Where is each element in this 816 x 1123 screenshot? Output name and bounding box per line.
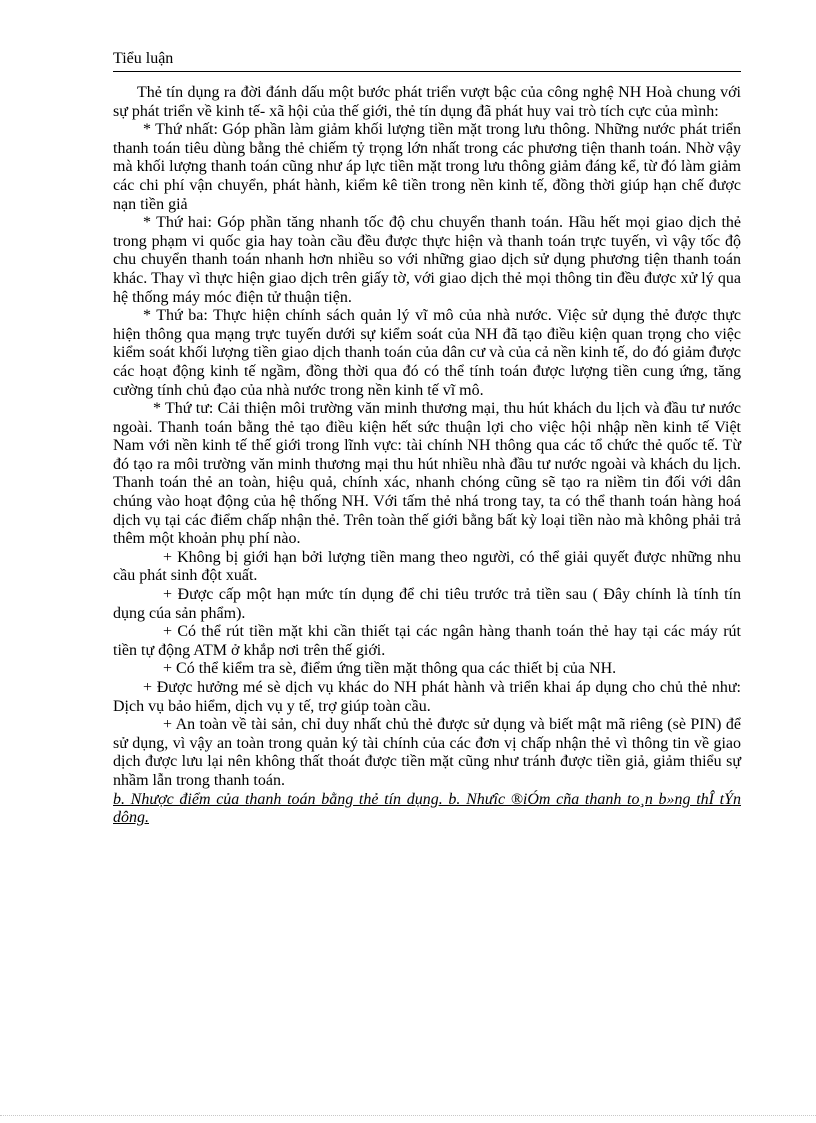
page-bottom-border: [0, 1115, 816, 1116]
paragraph-thu-tu: * Thứ tư: Cải thiện môi trường văn minh thương mại, thu hút khách du lịch và đầu tư nước ngoài. Thanh toán bằng thẻ tạo điều kiện hết sức thuận lợi cho việc hội nhập nền kinh tế Việt Nam với nền kinh tế thế giới trong lĩnh vực: tài chính NH thông qua các tổ chức thẻ quốc tế. Từ đó tạo ra môi trường văn minh thương mại thu hút nhiều nhà đầu tư nước ngoài và khách du lịch. Thanh toán thẻ an toàn, hiệu quả, chính xác, nhanh chóng cũng sẽ tạo ra niềm tin đối với dân chúng vào hoạt động của hệ thống NH. Với tấm thẻ nhá trong tay, ta có thể thanh toán hàng hoá dịch vụ tại các điểm chấp nhận thẻ. Trên toàn thế giới bằng bất kỳ loại tiền nào mà không phải trả thêm một khoản phụ phí nào.: [113, 400, 741, 548]
paragraph-intro: Thẻ tín dụng ra đời đánh dấu một bước phát triển vượt bậc của công nghệ NH Hoà chung với sự phát triển về kinh tế- xã hội của thế giới, thẻ tín dụng đã phát huy vai trò tích cực của mình:: [113, 84, 741, 120]
bullet-rut-tien-mat: + Có thể rút tiền mặt khi cần thiết tại các ngân hàng thanh toán thẻ hay tại các máy rút tiền tự động ATM ở khắp nơi trên thế giới.: [113, 623, 741, 659]
page-header-title: Tiểu luận: [113, 50, 174, 67]
bullet-han-muc-tin-dung: + Được cấp một hạn mức tín dụng để chi tiêu trước trả tiền sau ( Đây chính là tính tín dụng cúa sản phẩm).: [113, 586, 741, 622]
bullet-khong-gioi-han: + Không bị giới hạn bởi lượng tiền mang theo người, có thể giải quyết được những nhu cầu phát sinh đột xuất.: [113, 548, 741, 585]
paragraph-thu-nhat: * Thứ nhất: Góp phần làm giảm khối lượng tiền mặt trong lưu thông. Những nước phát triển thanh toán tiêu dùng bằng thẻ chiếm tỷ trọng lớn nhất trong các phương tiện thanh toán. Nhờ vậy mà khối lượng thanh toán cũng như áp lực tiền mặt trong lưu thông giảm đáng kể, từ đó làm giảm các chi phí vận chuyển, phát hành, kiểm kê tiền trong nền kinh tế, đồng thời giúp hạn chế được nạn tiền giả: [113, 121, 741, 213]
paragraph-thu-hai: * Thứ hai: Góp phần tăng nhanh tốc độ chu chuyển thanh toán. Hầu hết mọi giao dịch thẻ trong phạm vi quốc gia hay toàn cầu đều được thực hiện và thanh toán trực tuyến, vì vậy tốc độ chu chuyển thanh toán nhanh hơn nhiều so với những giao dịch sử dụng phương tiện thanh toán khác. Thay vì thực hiện giao dịch trên giấy tờ, với giao dịch thẻ mọi thông tin đều được xử lý qua hệ thống máy móc điện tử thuận tiện.: [113, 214, 741, 306]
bullet-kiem-tra: + Có thể kiểm tra sè, điểm ứng tiền mặt thông qua các thiết bị của NH.: [163, 660, 617, 678]
document-body: [113, 84, 741, 828]
bullet-dich-vu-khac: + Được hưởng mé sè dịch vụ khác do NH phát hành và triển khai áp dụng cho chủ thẻ như: Dịch vụ bảo hiểm, dịch vụ y tế, trợ giúp toàn cầu.: [113, 679, 741, 715]
header-divider: [113, 71, 741, 72]
section-heading-nhuoc-diem: b. Nhược điểm của thanh toán bằng thẻ tín dụng. b. Nhưîc ®iÓm cña thanh to¸n b»ng thÎ tÝn dông.: [113, 790, 741, 827]
bullet-an-toan: + An toàn về tài sản, chỉ duy nhất chủ thẻ được sử dụng và biết mật mã riêng (sè PIN) để sử dụng, vì vậy an toàn trong quản ký tài chính của các đơn vị chấp nhận thẻ vì thông tin về giao dịch được lưu lại nên không thất thoát được tiền mặt cũng như tránh được tiền giả, giảm thiểu sự nhầm lẫn trong thanh toán.: [113, 716, 741, 789]
paragraph-thu-ba: * Thứ ba: Thực hiện chính sách quản lý vĩ mô của nhà nước. Việc sử dụng thẻ được thực hiện thông qua mạng trực tuyến dưới sự kiểm soát của NH đã tạo điều kiện quan trọng cho việc kiểm soát khối lượng tiền giao dịch thanh toán của dân cư và của cả nền kinh tế, do đó giảm được các hoạt động kinh tế ngầm, đồng thời qua đó có thể tính toán được lượng tiền cung ứng, tăng cường tính chủ đạo của nhà nước trong nền kinh tế vĩ mô.: [113, 307, 741, 399]
